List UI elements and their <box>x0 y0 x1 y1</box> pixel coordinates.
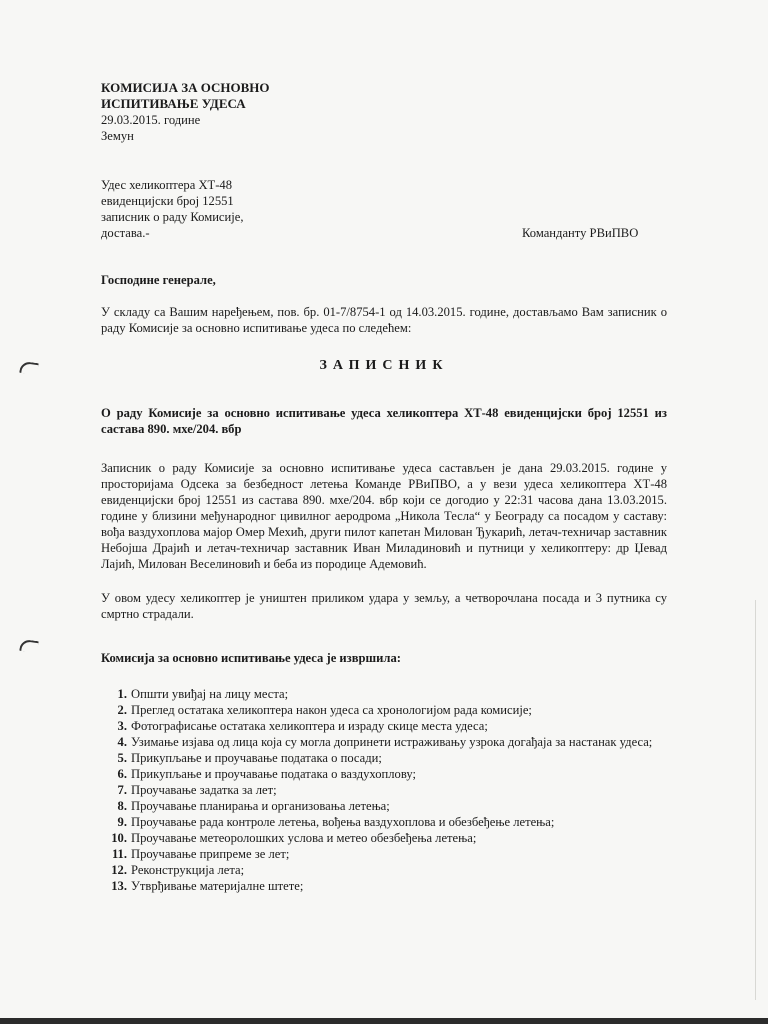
list-item-text: Прикупљање и проучавање података о ваздухоплову; <box>131 767 416 781</box>
list-item-number: 1. <box>117 687 127 701</box>
list-item <box>103 734 669 750</box>
list-item-text: Проучавање припреме зе лет; <box>131 847 290 861</box>
list-item <box>103 766 669 782</box>
subject-line-2: евиденцијски број 12551 <box>101 194 234 208</box>
list-item <box>103 862 669 878</box>
body-paragraph-2: У овом удесу хеликоптер је уништен приликом удара у земљу, а четворочлана посада и 3 путника су смртно страдали. <box>101 591 667 621</box>
scan-bottom-edge <box>0 1018 768 1024</box>
list-item-number: 7. <box>117 783 127 797</box>
list-item-number: 10. <box>111 831 127 845</box>
list-item-number: 11. <box>111 847 127 861</box>
list-item-text: Прикупљање и проучавање података о посади; <box>131 751 382 765</box>
list-item-text: Узимање изјава од лица која су могла допринети истраживању узрока догађаја за настанак удеса; <box>131 735 653 749</box>
list-item <box>103 878 669 894</box>
document-subtitle: О раду Комисије за основно испитивање удеса хеликоптера ХТ-48 евиденцијски број 12551 из састава 890. мхе/204. вбр <box>101 406 667 436</box>
document-title: ЗАПИСНИК <box>319 358 449 373</box>
list-item <box>103 830 669 846</box>
list-item-text: Проучавање метеоролошких услова и метео обезбеђења летења; <box>131 831 477 845</box>
list-item <box>103 718 669 734</box>
list-item-number: 2. <box>117 703 127 717</box>
subject-line-3: записник о раду Комисије, <box>101 210 244 224</box>
list-item-number: 5. <box>117 751 127 765</box>
list-item-number: 6. <box>117 767 127 781</box>
list-item <box>103 846 669 862</box>
list-item-text: Проучавање планирања и организовања летења; <box>131 799 390 813</box>
list-item <box>103 782 669 798</box>
list-item-text: Проучавање задатка за лет; <box>131 783 277 797</box>
organization-line-2: ИСПИТИВАЊЕ УДЕСА <box>101 96 246 111</box>
subject-line-4: достава.- <box>101 226 150 240</box>
organization-line-1: КОМИСИЈА ЗА ОСНОВНО <box>101 80 270 95</box>
addressee: Команданту РВиПВО <box>522 226 639 240</box>
date-place-block <box>101 112 667 144</box>
list-item-number: 13. <box>111 879 127 893</box>
list-item <box>103 750 669 766</box>
organization-header <box>101 80 667 112</box>
scan-edge-line <box>755 600 756 1000</box>
list-item-number: 4. <box>117 735 127 749</box>
commission-heading: Комисија за основно испитивање удеса је извршила: <box>101 651 401 665</box>
subject-line-1: Удес хеликоптера ХТ-48 <box>101 178 233 192</box>
body-paragraph-1: Записник о раду Комисије за основно испитивање удеса састављен је дана 29.03.2015. године у просторијама Одсека за безбедност летења Команде РВиПВО, а у вези удеса хеликоптера ХТ-48 евиденцијски број 12551 из састава 890. мхе/204. вбр који се догодио у 22:31 часова дана 13.03.2015. године у близини међународног цивилног аеродрома „Никола Тесла“ у Београду са посадом у саставу: вођа ваздухоплова мајор Омер Мехић, други пилот капетан Милован Ђукарић, летач-техничар заставник Небојша Драјић и летач-техничар заставник Иван Миладиновић и путници у хеликоптеру: др Џевад Лајић, Милован Веселиновић и беба из породице Адемовић. <box>101 461 667 571</box>
task-list <box>103 686 669 894</box>
list-item-number: 8. <box>117 799 127 813</box>
list-item-text: Фотографисање остатака хеликоптера и израду скице места удеса; <box>131 719 488 733</box>
list-item <box>103 798 669 814</box>
list-item-text: Општи увиђај на лицу места; <box>131 687 289 701</box>
salutation: Господине генерале, <box>101 273 216 287</box>
punch-hole-mark <box>19 639 38 653</box>
intro-paragraph: У складу са Вашим наређењем, пов. бр. 01-7/8754-1 од 14.03.2015. године, достављамо Вам записник о раду Комисије за основно испитивање удеса по следећем: <box>101 305 667 335</box>
list-item <box>103 702 669 718</box>
list-item-text: Проучавање рада контроле летења, вођења ваздухоплова и обезбеђење летења; <box>131 815 555 829</box>
list-item-text: Реконструкција лета; <box>131 863 245 877</box>
list-item-text: Преглед остатака хеликоптера након удеса са хронологијом рада комисије; <box>131 703 532 717</box>
list-item-number: 12. <box>111 863 127 877</box>
list-item-number: 3. <box>117 719 127 733</box>
list-item <box>103 686 669 702</box>
list-item-text: Утврђивање материјалне штете; <box>131 879 304 893</box>
document-place: Земун <box>101 129 134 143</box>
document-date: 29.03.2015. године <box>101 113 201 127</box>
list-item-number: 9. <box>117 815 127 829</box>
list-item <box>103 814 669 830</box>
